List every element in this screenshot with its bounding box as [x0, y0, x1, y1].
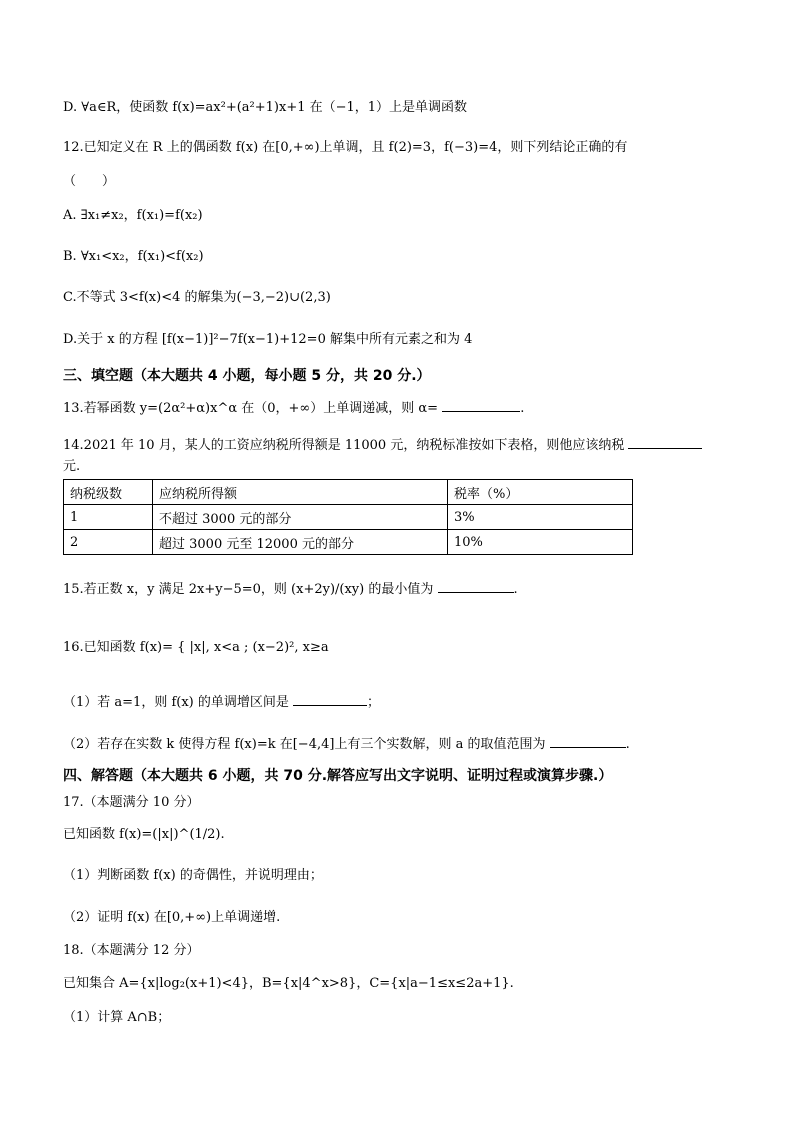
table-cell: 1 — [64, 505, 153, 530]
q16-stem — [63, 638, 329, 658]
q17-title-text: 17.（本题满分 10 分） — [63, 795, 200, 810]
q16-part-1-blank[interactable] — [293, 691, 367, 706]
q12-option-a — [63, 206, 203, 226]
q13: 13.若幂函数 y=(2α²+α)x^α 在（0，+∞）上单调递减，则 α= . — [63, 397, 524, 419]
q14-unit-text: 元. — [63, 459, 81, 474]
q18-stem — [63, 974, 514, 994]
q12-option-b — [63, 247, 204, 267]
table-cell: 10% — [448, 530, 633, 555]
q12-stem-text: 12.已知定义在 R 上的偶函数 f(x) 在[0,+∞)上单调，且 f(2)=3，f(−3)=4，则下列结论正确的有 — [63, 140, 628, 155]
q15-text: 15.若正数 x，y 满足 2x+y−5=0，则 (x+2y)/(xy) 的最小值为 — [63, 582, 434, 597]
q16-part-1: （1）若 a=1，则 f(x) 的单调增区间是 ； — [63, 691, 380, 713]
q16-part-2-blank[interactable] — [550, 733, 626, 748]
q16-part-2-text: （2）若存在实数 k 使得方程 f(x)=k 在[−4,4]上有三个实数解，则 a 的取值范围为 — [63, 737, 546, 752]
q14-text: 14.2021 年 10 月，某人的工资应纳税所得额是 11000 元，纳税标准按如下表格，则他应该纳税 — [63, 438, 625, 453]
q17-stem — [63, 825, 225, 845]
table-cell: 不超过 3000 元的部分 — [153, 505, 448, 530]
table-cell: 2 — [64, 530, 153, 555]
q18-title-text: 18.（本题满分 12 分） — [63, 943, 200, 958]
q17-part-1-text: （1）判断函数 f(x) 的奇偶性，并说明理由； — [63, 868, 323, 883]
q12-option-b-text: B. ∀x₁<x₂，f(x₁)<f(x₂) — [63, 249, 204, 264]
q17-part-1 — [63, 866, 323, 886]
q16-part-1-text: （1）若 a=1，则 f(x) 的单调增区间是 — [63, 695, 289, 710]
table-header-row — [64, 480, 633, 505]
q17-stem-text: 已知函数 f(x)=(|x|)^(1/2). — [63, 827, 225, 842]
q14-line-1 — [63, 434, 702, 456]
q11-option-d — [63, 98, 467, 118]
q12-option-c — [63, 288, 331, 308]
q18-part-1-text: （1）计算 A∩B； — [63, 1010, 171, 1025]
q13-text: 13.若幂函数 y=(2α²+α)x^α 在（0，+∞）上单调递减，则 α= — [63, 401, 439, 416]
q12-option-c-text: C.不等式 3<f(x)<4 的解集为(−3,−2)∪(2,3) — [63, 290, 331, 305]
tax-rate-table — [63, 479, 633, 555]
q18-title — [63, 941, 199, 961]
section-solve-heading — [63, 766, 612, 786]
q18-part-1 — [63, 1008, 170, 1028]
q12-option-d-text: D.关于 x 的方程 [f(x−1)]²−7f(x−1)+12=0 解集中所有元素之和为 4 — [63, 332, 473, 347]
q17-part-2 — [63, 908, 280, 928]
section-3-title: 三、填空题（本大题共 4 小题，每小题 5 分，共 20 分.） — [63, 368, 431, 384]
q12-option-a-text: A. ∃x₁≠x₂，f(x₁)=f(x₂) — [63, 208, 203, 223]
table-row — [64, 505, 633, 530]
q12-option-d — [63, 330, 472, 350]
q14-line-2 — [63, 457, 80, 477]
section-4-title: 四、解答题（本大题共 6 小题，共 70 分.解答应写出文字说明、证明过程或演算步骤.） — [63, 768, 613, 784]
q18-stem-text: 已知集合 A={x|log₂(x+1)<4}，B={x|4^x>8}，C={x|a−1≤x≤2a+1}. — [63, 976, 514, 991]
table-header-cell: 税率（%） — [448, 480, 633, 505]
table-row — [64, 530, 633, 555]
q12-answer-paren — [63, 172, 115, 192]
table-header-cell: 应纳税所得额 — [153, 480, 448, 505]
q15: 15.若正数 x，y 满足 2x+y−5=0，则 (x+2y)/(xy) 的最小值为 . — [63, 578, 518, 600]
q12-stem — [63, 138, 627, 158]
section-fill-in-heading — [63, 366, 431, 386]
q16-part-2: （2）若存在实数 k 使得方程 f(x)=k 在[−4,4]上有三个实数解，则 a 的取值范围为 . — [63, 733, 630, 755]
table-cell: 超过 3000 元至 12000 元的部分 — [153, 530, 448, 555]
table-cell: 3% — [448, 505, 633, 530]
q12-paren-text: （ ） — [63, 174, 116, 189]
q14-answer-blank[interactable] — [628, 434, 702, 449]
q11-option-d-text: D. ∀a∈R，使函数 f(x)=ax²+(a²+1)x+1 在（−1，1）上是单调函数 — [63, 100, 468, 115]
q15-answer-blank[interactable] — [438, 578, 514, 593]
table-header-cell: 纳税级数 — [64, 480, 153, 505]
q17-part-2-text: （2）证明 f(x) 在[0,+∞)上单调递增. — [63, 910, 281, 925]
q17-title — [63, 793, 199, 813]
q13-answer-blank[interactable] — [442, 397, 520, 412]
q16-stem-text: 16.已知函数 f(x)= { |x|, x<a ; (x−2)², x≥a — [63, 640, 329, 655]
